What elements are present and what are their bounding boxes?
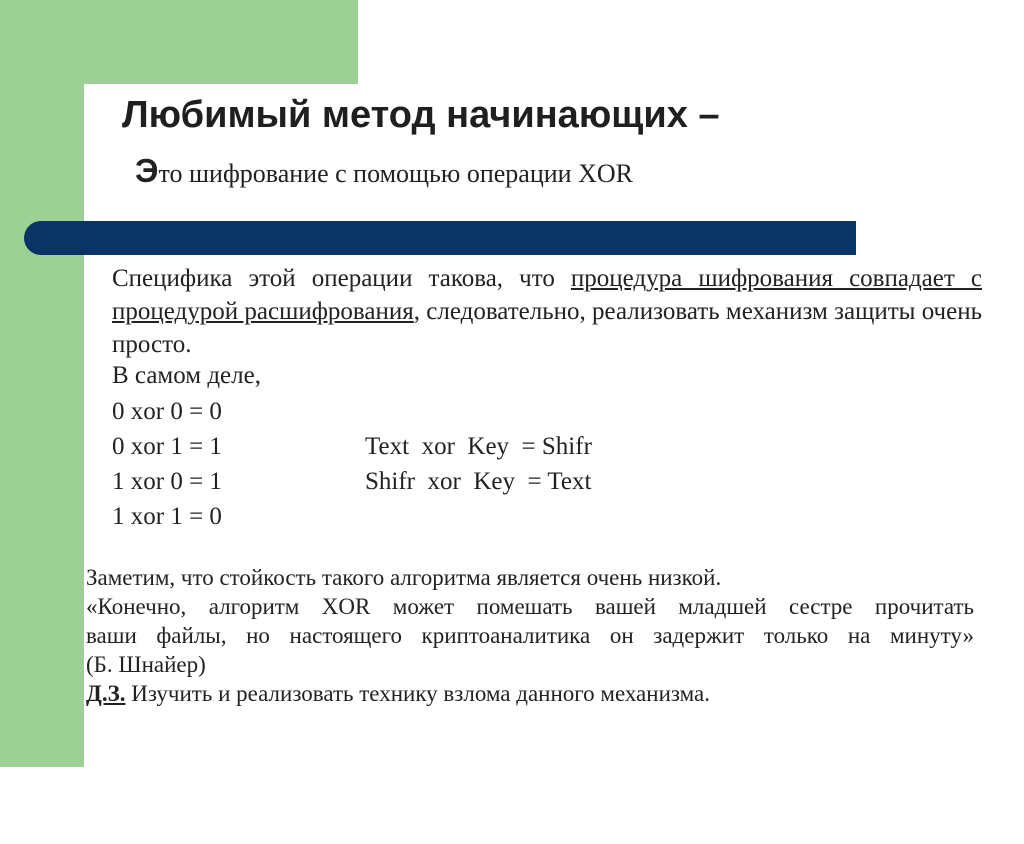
subtitle-initial: Э <box>135 152 159 189</box>
homework-text: Изучить и реализовать технику взлома данного механизма. <box>125 681 711 706</box>
quote-line-2: ваши файлы, но настоящего криптоаналитика он задержит только на минуту» <box>86 623 974 648</box>
quote-author: (Б. Шнайер) <box>86 652 206 677</box>
slide-title: Любимый метод начинающих – <box>122 94 720 136</box>
homework-label: Д.З. <box>86 681 126 706</box>
xor-row-1: 0 xor 0 = 0 <box>112 398 222 425</box>
paragraph-underlined: процедура шифрования совпадает с процедурой расшифрования <box>112 265 982 325</box>
slide-subtitle <box>135 152 633 190</box>
formula-decrypt: Shifr xor Key = Text <box>365 468 592 495</box>
intro-paragraph <box>112 262 982 361</box>
xor-row-3: 1 xor 0 = 1 <box>112 468 222 495</box>
notes-section <box>86 563 974 708</box>
subtitle-rest: то шифрование с помощью операции XOR <box>158 159 633 188</box>
content-panel <box>84 84 1024 844</box>
xor-row-2: 0 xor 1 = 1 <box>112 433 222 460</box>
in-fact-line: В самом деле, <box>112 362 261 389</box>
title-divider-bar <box>24 221 856 255</box>
xor-row-4: 1 xor 1 = 0 <box>112 503 222 530</box>
paragraph-part1: Специфика этой операции такова, что <box>112 265 571 292</box>
green-side-decoration <box>0 0 84 767</box>
strength-note: Заметим, что стойкость такого алгоритма является очень низкой. <box>86 565 722 590</box>
homework-line <box>86 679 974 708</box>
paragraph-part2: , следовательно, реализовать механизм защиты очень просто. <box>112 298 982 358</box>
quote-line-1: «Конечно, алгоритм XOR может помешать вашей младшей сестре прочитать <box>86 594 974 619</box>
formula-encrypt: Text xor Key = Shifr <box>365 433 592 460</box>
